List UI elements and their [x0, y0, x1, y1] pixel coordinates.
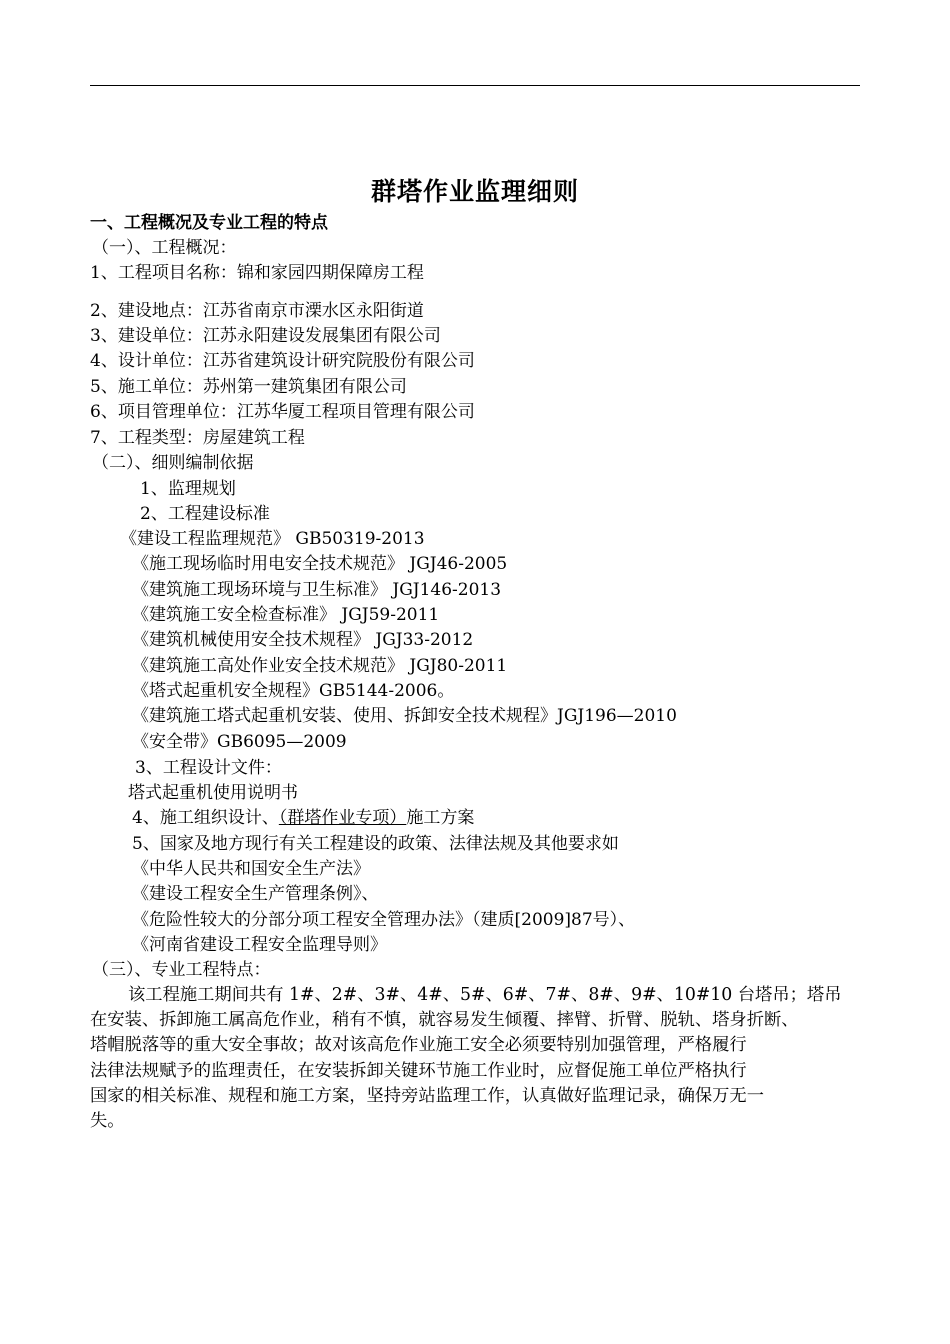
law-item: 《河南省建设工程安全监理导则》: [132, 935, 387, 955]
overview-item: 4、设计单位：江苏省建筑设计研究院股份有限公司: [90, 351, 475, 371]
basis-item: 2、工程建设标准: [140, 504, 270, 524]
overview-item: 5、施工单位：苏州第一建筑集团有限公司: [90, 377, 407, 397]
standard-item: 《建筑施工安全检查标准》 JGJ59-2011: [132, 605, 440, 625]
standard-item: 《建筑施工现场环境与卫生标准》 JGJ146-2013: [132, 580, 502, 600]
law-item: 《建设工程安全生产管理条例》、: [132, 884, 379, 904]
overview-item: 3、建设单位：江苏永阳建设发展集团有限公司: [90, 326, 441, 346]
header-rule: [90, 85, 860, 86]
basis-item: [132, 807, 474, 829]
basis-item: 1、监理规划: [140, 479, 236, 499]
document-title: 群塔作业监理细则: [370, 177, 579, 206]
paragraph-line: 在安装、拆卸施工属高危作业，稍有不慎，就容易发生倾覆、摔臂、折臂、脱轨、塔身折断、: [90, 1010, 799, 1031]
overview-item: 1、工程项目名称：锦和家园四期保障房工程: [90, 263, 424, 283]
basis-item-prefix: 4、施工组织设计、: [132, 808, 279, 828]
standard-item: 《建筑机械使用安全技术规程》 JGJ33-2012: [132, 630, 474, 650]
standard-item: 《施工现场临时用电安全技术规范》 JGJ46-2005: [132, 554, 508, 574]
subsection-heading: （二）、细则编制依据: [92, 453, 254, 473]
paragraph-line: 该工程施工期间共有 1#、2#、3#、4#、5#、6#、7#、8#、9#、10#10 台塔吊；塔吊: [128, 985, 842, 1005]
overview-item: 2、建设地点：江苏省南京市溧水区永阳街道: [90, 301, 424, 321]
overview-item: 6、项目管理单位：江苏华厦工程项目管理有限公司: [90, 402, 475, 422]
standard-item: 《建筑施工塔式起重机安装、使用、拆卸安全技术规程》JGJ196—2010: [132, 706, 677, 726]
basis-item-suffix: 施工方案: [406, 808, 475, 828]
design-document: 塔式起重机使用说明书: [128, 783, 298, 803]
overview-item: 7、工程类型：房屋建筑工程: [90, 428, 305, 448]
basis-item-underlined: （群塔作业专项）: [278, 808, 407, 828]
standard-item: 《建设工程监理规范》 GB50319-2013: [120, 529, 425, 549]
subsection-heading: （三）、专业工程特点：: [92, 960, 271, 980]
law-item: 《中华人民共和国安全生产法》: [132, 859, 370, 879]
standard-item: 《建筑施工高处作业安全技术规范》 JGJ80-2011: [132, 656, 508, 676]
basis-item: 3、工程设计文件：: [135, 758, 282, 778]
paragraph-line: 国家的相关标准、规程和施工方案，坚持旁站监理工作，认真做好监理记录，确保万无一: [90, 1085, 764, 1106]
project-characteristics-paragraph: [90, 983, 865, 1134]
standard-item: 《塔式起重机安全规程》GB5144-2006。: [132, 681, 455, 701]
paragraph-line: 法律法规赋予的监理责任，在安装拆卸关键环节施工作业时，应督促施工单位严格执行: [90, 1060, 747, 1081]
law-item: 《危险性较大的分部分项工程安全管理办法》（建质[2009]87号）、: [132, 910, 636, 930]
subsection-heading: （一）、工程概况：: [92, 238, 237, 258]
section-heading: 一、工程概况及专业工程的特点: [90, 213, 328, 233]
standard-item: 《安全带》GB6095—2009: [132, 732, 347, 752]
paragraph-line: 失。: [90, 1111, 125, 1132]
basis-item: 5、国家及地方现行有关工程建设的政策、法律法规及其他要求如: [132, 834, 619, 854]
paragraph-line: 塔帽脱落等的重大安全事故；故对该高危作业施工安全必须要特别加强管理，严格履行: [90, 1035, 747, 1056]
